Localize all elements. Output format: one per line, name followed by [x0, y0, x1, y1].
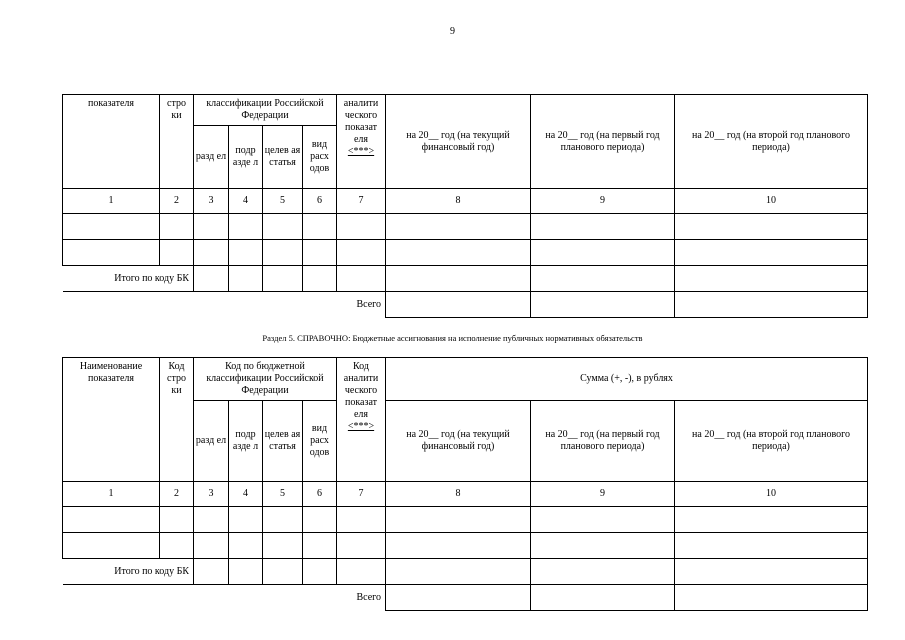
table-cell[interactable] — [303, 507, 337, 533]
table-cell[interactable] — [229, 266, 263, 292]
table-cell[interactable] — [386, 292, 531, 318]
header-year-first-plan: на 20__ год (на первый год планового периода) — [531, 401, 675, 482]
table-cell[interactable] — [531, 507, 675, 533]
table-cell[interactable] — [303, 240, 337, 266]
column-number: 6 — [303, 189, 337, 214]
table-cell[interactable] — [675, 507, 868, 533]
table-cell[interactable] — [675, 240, 868, 266]
table-cell[interactable] — [675, 559, 868, 585]
table-cell[interactable] — [303, 559, 337, 585]
column-number: 4 — [229, 189, 263, 214]
table-cell[interactable] — [531, 292, 675, 318]
table-cell[interactable] — [263, 240, 303, 266]
table-cell[interactable] — [337, 266, 386, 292]
table-cell[interactable] — [160, 507, 194, 533]
header-year-second-plan: на 20__ год (на второй год планового периода) — [675, 401, 868, 482]
table-cell[interactable] — [63, 533, 160, 559]
column-number: 8 — [386, 482, 531, 507]
column-number: 2 — [160, 482, 194, 507]
table-cell[interactable] — [63, 214, 160, 240]
vsego-row — [63, 292, 868, 318]
table-cell[interactable] — [337, 533, 386, 559]
table-cell[interactable] — [303, 533, 337, 559]
header-subsection: подр азде л — [229, 126, 263, 189]
table-cell[interactable] — [229, 533, 263, 559]
column-number: 3 — [194, 482, 229, 507]
column-number: 8 — [386, 189, 531, 214]
table-cell[interactable] — [675, 585, 868, 611]
header-year-current: на 20__ год (на текущий финансовый год) — [386, 401, 531, 482]
table-cell[interactable] — [531, 533, 675, 559]
table-cell[interactable] — [531, 240, 675, 266]
table-cell[interactable] — [160, 240, 194, 266]
header-budget-classification: классификации Российской Федерации — [194, 95, 337, 126]
table-cell[interactable] — [229, 214, 263, 240]
table-row — [63, 240, 868, 266]
table-cell[interactable] — [386, 240, 531, 266]
column-number: 1 — [63, 482, 160, 507]
table-cell[interactable] — [675, 266, 868, 292]
analytic-code-marker: <***> — [347, 146, 375, 157]
column-number: 5 — [263, 482, 303, 507]
column-number: 10 — [675, 189, 868, 214]
public-obligations-table — [62, 357, 868, 611]
column-number: 9 — [531, 482, 675, 507]
header-year-second-plan: на 20__ год (на второй год планового периода) — [675, 95, 868, 189]
column-number: 6 — [303, 482, 337, 507]
header-expense-type: вид расх одов — [303, 126, 337, 189]
header-year-first-plan: на 20__ год (на первый год планового периода) — [531, 95, 675, 189]
column-number: 7 — [337, 482, 386, 507]
analytic-code-label: аналити ческого показат еля — [343, 98, 379, 145]
table-cell[interactable] — [263, 559, 303, 585]
table-cell[interactable] — [675, 292, 868, 318]
table-row — [63, 533, 868, 559]
table-cell[interactable] — [194, 240, 229, 266]
itogo-label: Итого по коду БК — [63, 559, 194, 585]
table-cell[interactable] — [263, 533, 303, 559]
vsego-label: Всего — [63, 292, 386, 318]
header-row-code: Код стро ки — [160, 358, 194, 482]
table-cell[interactable] — [229, 240, 263, 266]
header-analytic-code — [337, 358, 386, 482]
itogo-row — [63, 559, 868, 585]
column-number: 5 — [263, 189, 303, 214]
column-number: 1 — [63, 189, 160, 214]
table-cell[interactable] — [194, 533, 229, 559]
table-cell[interactable] — [229, 507, 263, 533]
table-cell[interactable] — [303, 214, 337, 240]
table-row — [63, 214, 868, 240]
table-row — [63, 507, 868, 533]
column-number: 7 — [337, 189, 386, 214]
itogo-row — [63, 266, 868, 292]
header-section: разд ел — [194, 126, 229, 189]
table-cell[interactable] — [263, 266, 303, 292]
header-row-code: стро ки — [160, 95, 194, 189]
column-number: 4 — [229, 482, 263, 507]
table-cell[interactable] — [675, 214, 868, 240]
table-cell[interactable] — [386, 266, 531, 292]
header-analytic-code — [337, 95, 386, 189]
table-cell[interactable] — [386, 214, 531, 240]
section-5-title: Раздел 5. СПРАВОЧНО: Бюджетные ассигнования на исполнение публичных нормативных обязательств — [262, 333, 643, 343]
table-cell[interactable] — [531, 585, 675, 611]
table-cell[interactable] — [63, 240, 160, 266]
vsego-row — [63, 585, 868, 611]
table-cell[interactable] — [194, 559, 229, 585]
table-cell[interactable] — [531, 214, 675, 240]
header-indicator-name: показателя — [63, 95, 160, 189]
table-cell[interactable] — [337, 240, 386, 266]
header-section: разд ел — [194, 401, 229, 482]
header-expense-type: вид расх одов — [303, 401, 337, 482]
column-number: 3 — [194, 189, 229, 214]
table-cell[interactable] — [337, 559, 386, 585]
table-cell[interactable] — [531, 266, 675, 292]
table-cell[interactable] — [675, 533, 868, 559]
header-target-item: целев ая статья — [263, 401, 303, 482]
column-number: 10 — [675, 482, 868, 507]
analytic-code-marker: <***> — [347, 421, 375, 432]
header-target-item: целев ая статья — [263, 126, 303, 189]
table-cell[interactable] — [386, 559, 531, 585]
itogo-label: Итого по коду БК — [63, 266, 194, 292]
header-indicator-name: Наименование показателя — [63, 358, 160, 482]
table-cell[interactable] — [337, 507, 386, 533]
table-cell[interactable] — [194, 266, 229, 292]
header-budget-classification: Код по бюджетной классификации Российской Федерации — [194, 358, 337, 401]
table-cell[interactable] — [386, 507, 531, 533]
table-cell[interactable] — [386, 585, 531, 611]
table-cell[interactable] — [531, 559, 675, 585]
header-year-current: на 20__ год (на текущий финансовый год) — [386, 95, 531, 189]
analytic-code-label: Код аналити ческого показат еля — [343, 361, 379, 420]
table-cell[interactable] — [263, 507, 303, 533]
budget-table-continued — [62, 94, 868, 318]
table-cell[interactable] — [194, 214, 229, 240]
header-sum-rubles: Сумма (+, -), в рублях — [386, 358, 868, 401]
table-cell[interactable] — [229, 559, 263, 585]
table-cell[interactable] — [386, 533, 531, 559]
table-cell[interactable] — [160, 214, 194, 240]
vsego-label: Всего — [63, 585, 386, 611]
table-cell[interactable] — [303, 266, 337, 292]
column-number: 2 — [160, 189, 194, 214]
table-cell[interactable] — [160, 533, 194, 559]
table-cell[interactable] — [263, 214, 303, 240]
header-subsection: подр азде л — [229, 401, 263, 482]
column-number: 9 — [531, 189, 675, 214]
table-cell[interactable] — [63, 507, 160, 533]
table-cell[interactable] — [194, 507, 229, 533]
page-number: 9 — [450, 26, 455, 37]
table-cell[interactable] — [337, 214, 386, 240]
